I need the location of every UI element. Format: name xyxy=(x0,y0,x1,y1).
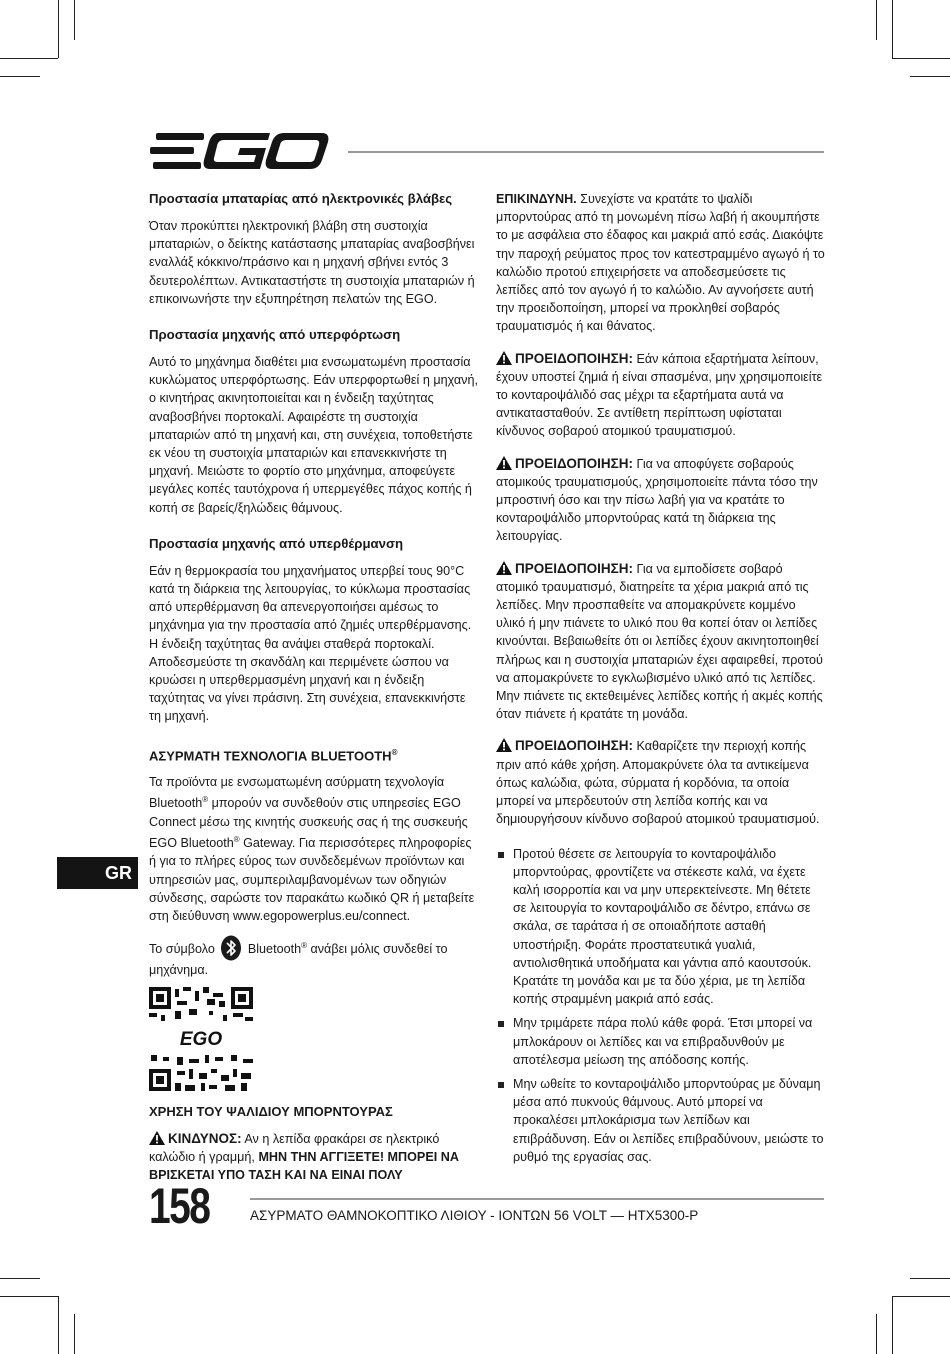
section-body: Αυτό το μηχάνημα διαθέτει μια ενσωματωμένη προστασία κυκλώματος υπερφόρτωσης. Εάν υπερφορτωθεί η μηχανή, ο κινητήρας ακινητοποιείται και η ένδειξη ταχύτητας αναβοσβήνει πορτοκαλί. Αφαιρέστε τη συστοιχία μπαταριών από τη μηχανή και, στη συνέχεια, τοποθετήστε εκ νέου τη συστοιχία μπαταριών και επανεκκινήστε τη μηχανή. Μειώστε το φορτίο στο μηχάνημα, αποφεύγετε μεγάλες κοπές ταυτόχρονα ή υπερμεγέθες πάχος κοπής ή κοπή σε βαρείς/ξηλώδεις θάμνους. xyxy=(149,355,478,515)
warning-text: Για να αποφύγετε σοβαρούς ατομικούς τραυματισμούς, χρησιμοποιείτε πάντα τόσο την μπροστινή όσο και την πίσω λαβή για να κρατάτε το κονταροψάλιδο μπορντούρας κατά τη διάρκεια της λειτουργίας. xyxy=(496,456,818,544)
crop-mark xyxy=(892,1296,950,1297)
crop-mark xyxy=(0,1296,58,1297)
warning-triangle-icon xyxy=(496,456,512,470)
warning-text: Εάν κάποια εξαρτήματα λείπουν, έχουν υποστεί ζημιά ή είναι σπασμένα, μην χρησιμοποιείτε το κονταροψάλιδό σας μέχρι τα εξαρτήματα αυτά να αντικατασταθούν. Σε αντίθετη περίπτωση υφίσταται κίνδυνος σοβαρού ατομικού τραυματισμού. xyxy=(496,351,823,439)
warning-notice xyxy=(496,455,826,546)
section-body: Εάν η θερμοκρασία του μηχανήματος υπερβεί τους 90°C κατά τη διάρκεια της λειτουργίας, το κύκλωμα προστασίας από υπερθέρμανση θα απενεργοποιήσει αμέσως το μηχάνημα για την προστασία από ζημιές υπερθέρμανσης. Η ένδειξη ταχύτητας θα ανάψει σταθερά πορτοκαλί. Αποδεσμεύστε τη σκανδάλη και περιμένετε ώσπου να κρυώσει η υπερθερμασμένη μηχανή και η ένδειξη ταχύτητας να γίνει πράσινη. Στη συνέχεια, επανεκκινήστε τη μηχανή. xyxy=(149,563,472,724)
qr-code[interactable] xyxy=(149,987,253,1091)
page-number: 158 xyxy=(149,1178,210,1234)
list-item: Προτού θέσετε σε λειτουργία το κονταροψάλιδο μπορντούρας, φροντίζετε να στέκεστε καλά, να έχετε καλή ισορροπία και να μην υπερεκτείνεστε. Μη θέτετε σε λειτουργία το κονταροψάλιδο σε δέντρο, επάνω σε σκάλα, σε ταράτσα ή σε οποιαδήποτε ασταθή υποστήριξη. Φοράτε προστατευτικά γυαλιά, αντιολισθητικά υποδήματα και γάντια από καουτσούκ. Κρατάτε τη μονάδα και με τα δύο χέρια, με τη λεπίδα κοπής στραμμένη μακριά από εσάς. xyxy=(496,845,826,1009)
safety-bullet-list xyxy=(496,845,826,1166)
ego-logo xyxy=(150,130,330,172)
danger-label: ΚΙΝΔΥΝΟΣ: xyxy=(168,1130,242,1146)
bt-symbol-text-3: ανάβει μόλις συνδεθεί το μηχάνημα. xyxy=(149,942,448,978)
crop-mark xyxy=(58,1296,59,1354)
crop-mark xyxy=(58,0,59,58)
list-item: Μην ωθείτε το κονταροψάλιδο μπορντούρας με δύναμη μέσα από πυκνούς θάμνους. Αυτό μπορεί να προκαλέσει μπλοκάρισμα των λεπίδων και επιβράδυνση. Εάν οι λεπίδες επιβραδύνουν, μειώστε το ρυθμό της εργασίας σας. xyxy=(496,1075,826,1166)
bt-symbol-text-2: Bluetooth xyxy=(247,942,302,957)
warning-label: ΠΡΟΕΙΔΟΠΟΙΗΣΗ: xyxy=(515,738,633,754)
section-body: Όταν προκύπτει ηλεκτρονική βλάβη στη συστοιχία μπαταριών, ο δείκτης κατάστασης μπαταρίας αναβοσβήνει εναλλάξ κόκκινο/πράσινο και η μηχανή σβήνει εντός 3 δευτερολέπτων. Αντικαταστήστε τη συστοιχία μπαταριών ή επικοινωνήστε την εξυπηρέτηση πελατών της EGO. xyxy=(149,219,475,306)
warning-label: ΠΡΟΕΙΔΟΠΟΙΗΣΗ: xyxy=(515,455,633,471)
language-tab: GR xyxy=(57,857,138,889)
crop-mark xyxy=(0,76,40,77)
crop-mark xyxy=(910,1278,950,1279)
bluetooth-icon xyxy=(220,935,242,961)
crop-mark xyxy=(876,0,877,40)
registered-mark: ® xyxy=(233,835,240,844)
registered-mark: ® xyxy=(391,747,398,757)
warning-triangle-icon xyxy=(496,738,512,752)
warning-notice xyxy=(496,560,826,724)
warning-triangle-icon xyxy=(496,351,512,365)
danger-continuation xyxy=(496,190,826,336)
warning-label: ΠΡΟΕΙΔΟΠΟΙΗΣΗ: xyxy=(515,560,633,576)
danger-continuation-label: ΕΠΙΚΙΝΔΥΝΗ. xyxy=(496,192,577,206)
warning-triangle-icon xyxy=(149,1131,165,1145)
bt-symbol-text-1: Το σύμβολο xyxy=(149,942,215,957)
crop-mark xyxy=(74,0,75,40)
warning-triangle-icon xyxy=(496,561,512,575)
crop-mark xyxy=(74,1314,75,1354)
bt-text-1: Τα προϊόντα με ενσωματωμένη ασύρματη τεχνολογία xyxy=(149,775,445,790)
section-heading: Προστασία μηχανής από υπερθέρμανση xyxy=(149,535,404,551)
footer-title: ΑΣΥΡΜΑΤΟ ΘΑΜΝΟΚΟΠΤΙΚΟ ΛΙΘΙΟΥ - ΙΟΝΤΩΝ 56 VOLT — HTX5300-P xyxy=(250,1208,699,1223)
bt-text-3: μπορούν να συνδεθούν στις υπηρεσίες EGO Connect μέσω της κινητής συσκευής σας ή της συσκευής EGO Bluetooth xyxy=(149,796,468,851)
bluetooth-symbol-note xyxy=(149,935,479,979)
registered-mark: ® xyxy=(301,941,307,951)
registered-mark: ® xyxy=(202,795,209,805)
bluetooth-heading-text: ΑΣΥΡΜΑΤΗ ΤΕΧΝΟΛΟΓΙΑ BLUETOOTH xyxy=(149,748,392,763)
crop-mark xyxy=(0,58,58,59)
crop-mark xyxy=(892,58,950,59)
crop-mark xyxy=(876,1314,877,1354)
left-column xyxy=(149,190,479,1196)
danger-continuation-text: Συνεχίστε να κρατάτε το ψαλίδι μπορντούρας από τη μονωμένη πίσω λαβή ή ακουμπήστε το με ασφάλεια στο έδαφος και μακριά από εσάς. Διακόψτε την παροχή ρεύματος προς τον κατεστραμμένο αγωγό ή το καλώδιο προτού επιχειρήσετε να αποδεσμεύσετε τις λεπίδες από τον αγωγό ή το καλώδιο. Αν αγνοήσετε αυτή την προειδοποίηση, μπορεί να προκληθεί σοβαρός τραυματισμός ή και θάνατος. xyxy=(496,192,825,334)
footer-rule xyxy=(250,1198,824,1200)
section-heading: Προστασία μπαταρίας από ηλεκτρονικές βλάβες xyxy=(149,191,453,206)
crop-mark xyxy=(892,0,893,58)
crop-mark xyxy=(910,76,950,77)
use-heading: ΧΡΗΣΗ ΤΟΥ ΨΑΛΙΔΙΟΥ ΜΠΟΡΝΤΟΥΡΑΣ xyxy=(149,1104,393,1120)
warning-text: Καθαρίζετε την περιοχή κοπής πριν από κάθε χρήση. Απομακρύνετε όλα τα αντικείμενα όπως καλώδια, φώτα, σύρματα ή κορδόνια, τα οποία μπορεί να μπερδευτούν στη λεπίδα κοπής και να δημιουργήσουν κίνδυνο σοβαρού ατομικού τραυματισμού. xyxy=(496,739,820,827)
bt-text-2: Bluetooth xyxy=(149,796,203,811)
danger-text: Αν η λεπίδα φρακάρει σε ηλεκτρικό καλώδιο ή γραμμή, xyxy=(149,1131,440,1164)
warning-notice xyxy=(496,737,826,828)
crop-mark xyxy=(0,1278,40,1279)
warning-label: ΠΡΟΕΙΔΟΠΟΙΗΣΗ: xyxy=(515,350,633,366)
bt-text-4: Gateway. Για περισσότερες πληροφορίες ή για το πλήρες εύρος των συνδεδεμένων προϊόντων και υπηρεσιών μας, συμπεριλαμβανομένων των οδηγιών σύνδεσης, σαρώστε τον παρακάτω κωδικό QR ή μεταβείτε στη διεύθυνση www.egopowerplus.eu/connect. xyxy=(149,836,475,923)
header-rule xyxy=(348,151,824,153)
crop-mark xyxy=(892,1296,893,1354)
warning-notice xyxy=(496,350,826,441)
danger-bold-text: ΜΗΝ ΤΗΝ ΑΓΓΙΞΕΤΕ! ΜΠΟΡΕΙ ΝΑ ΒΡΙΣΚΕΤΑΙ ΥΠΟ ΤΑΣΗ ΚΑΙ ΝΑ ΕΙΝΑΙ ΠΟΛΥ xyxy=(149,1149,459,1183)
warning-text: Για να εμποδίσετε σοβαρό ατομικό τραυματισμό, διατηρείτε τα χέρια μακριά από τις λεπίδες. Μην προσπαθείτε να απομακρύνετε κομμένο υλικό ή μην πιάνετε το υλικό που θα κοπεί όταν οι λεπίδες κινούνται. Βεβαιωθείτε ότι οι λεπίδες έχουν ακινητοποιηθεί πλήρως και η συστοιχία μπαταριών έχει αφαιρεθεί, προτού να απομακρύνετε το εγκλωβισμένο υλικό από τις λεπίδες. Μην πιάνετε τις εκτεθειμένες λεπίδες κοπής ή ακμές κοπής όταν πιάνετε ή κρατάτε τη μονάδα. xyxy=(496,561,823,722)
bluetooth-body xyxy=(149,773,479,925)
section-heading: Προστασία μηχανής από υπερφόρτωση xyxy=(149,327,401,343)
list-item: Μην τριμάρετε πάρα πολύ κάθε φορά. Έτσι μπορεί να μπλοκάρουν οι λεπίδες και να επιβραδυνθούν με αποτέλεσμα μείωση της απόδοσης κοπής. xyxy=(496,1014,826,1069)
qr-ego-logo: EGO xyxy=(179,1029,223,1051)
bluetooth-heading xyxy=(149,744,479,766)
right-column xyxy=(496,190,826,1172)
